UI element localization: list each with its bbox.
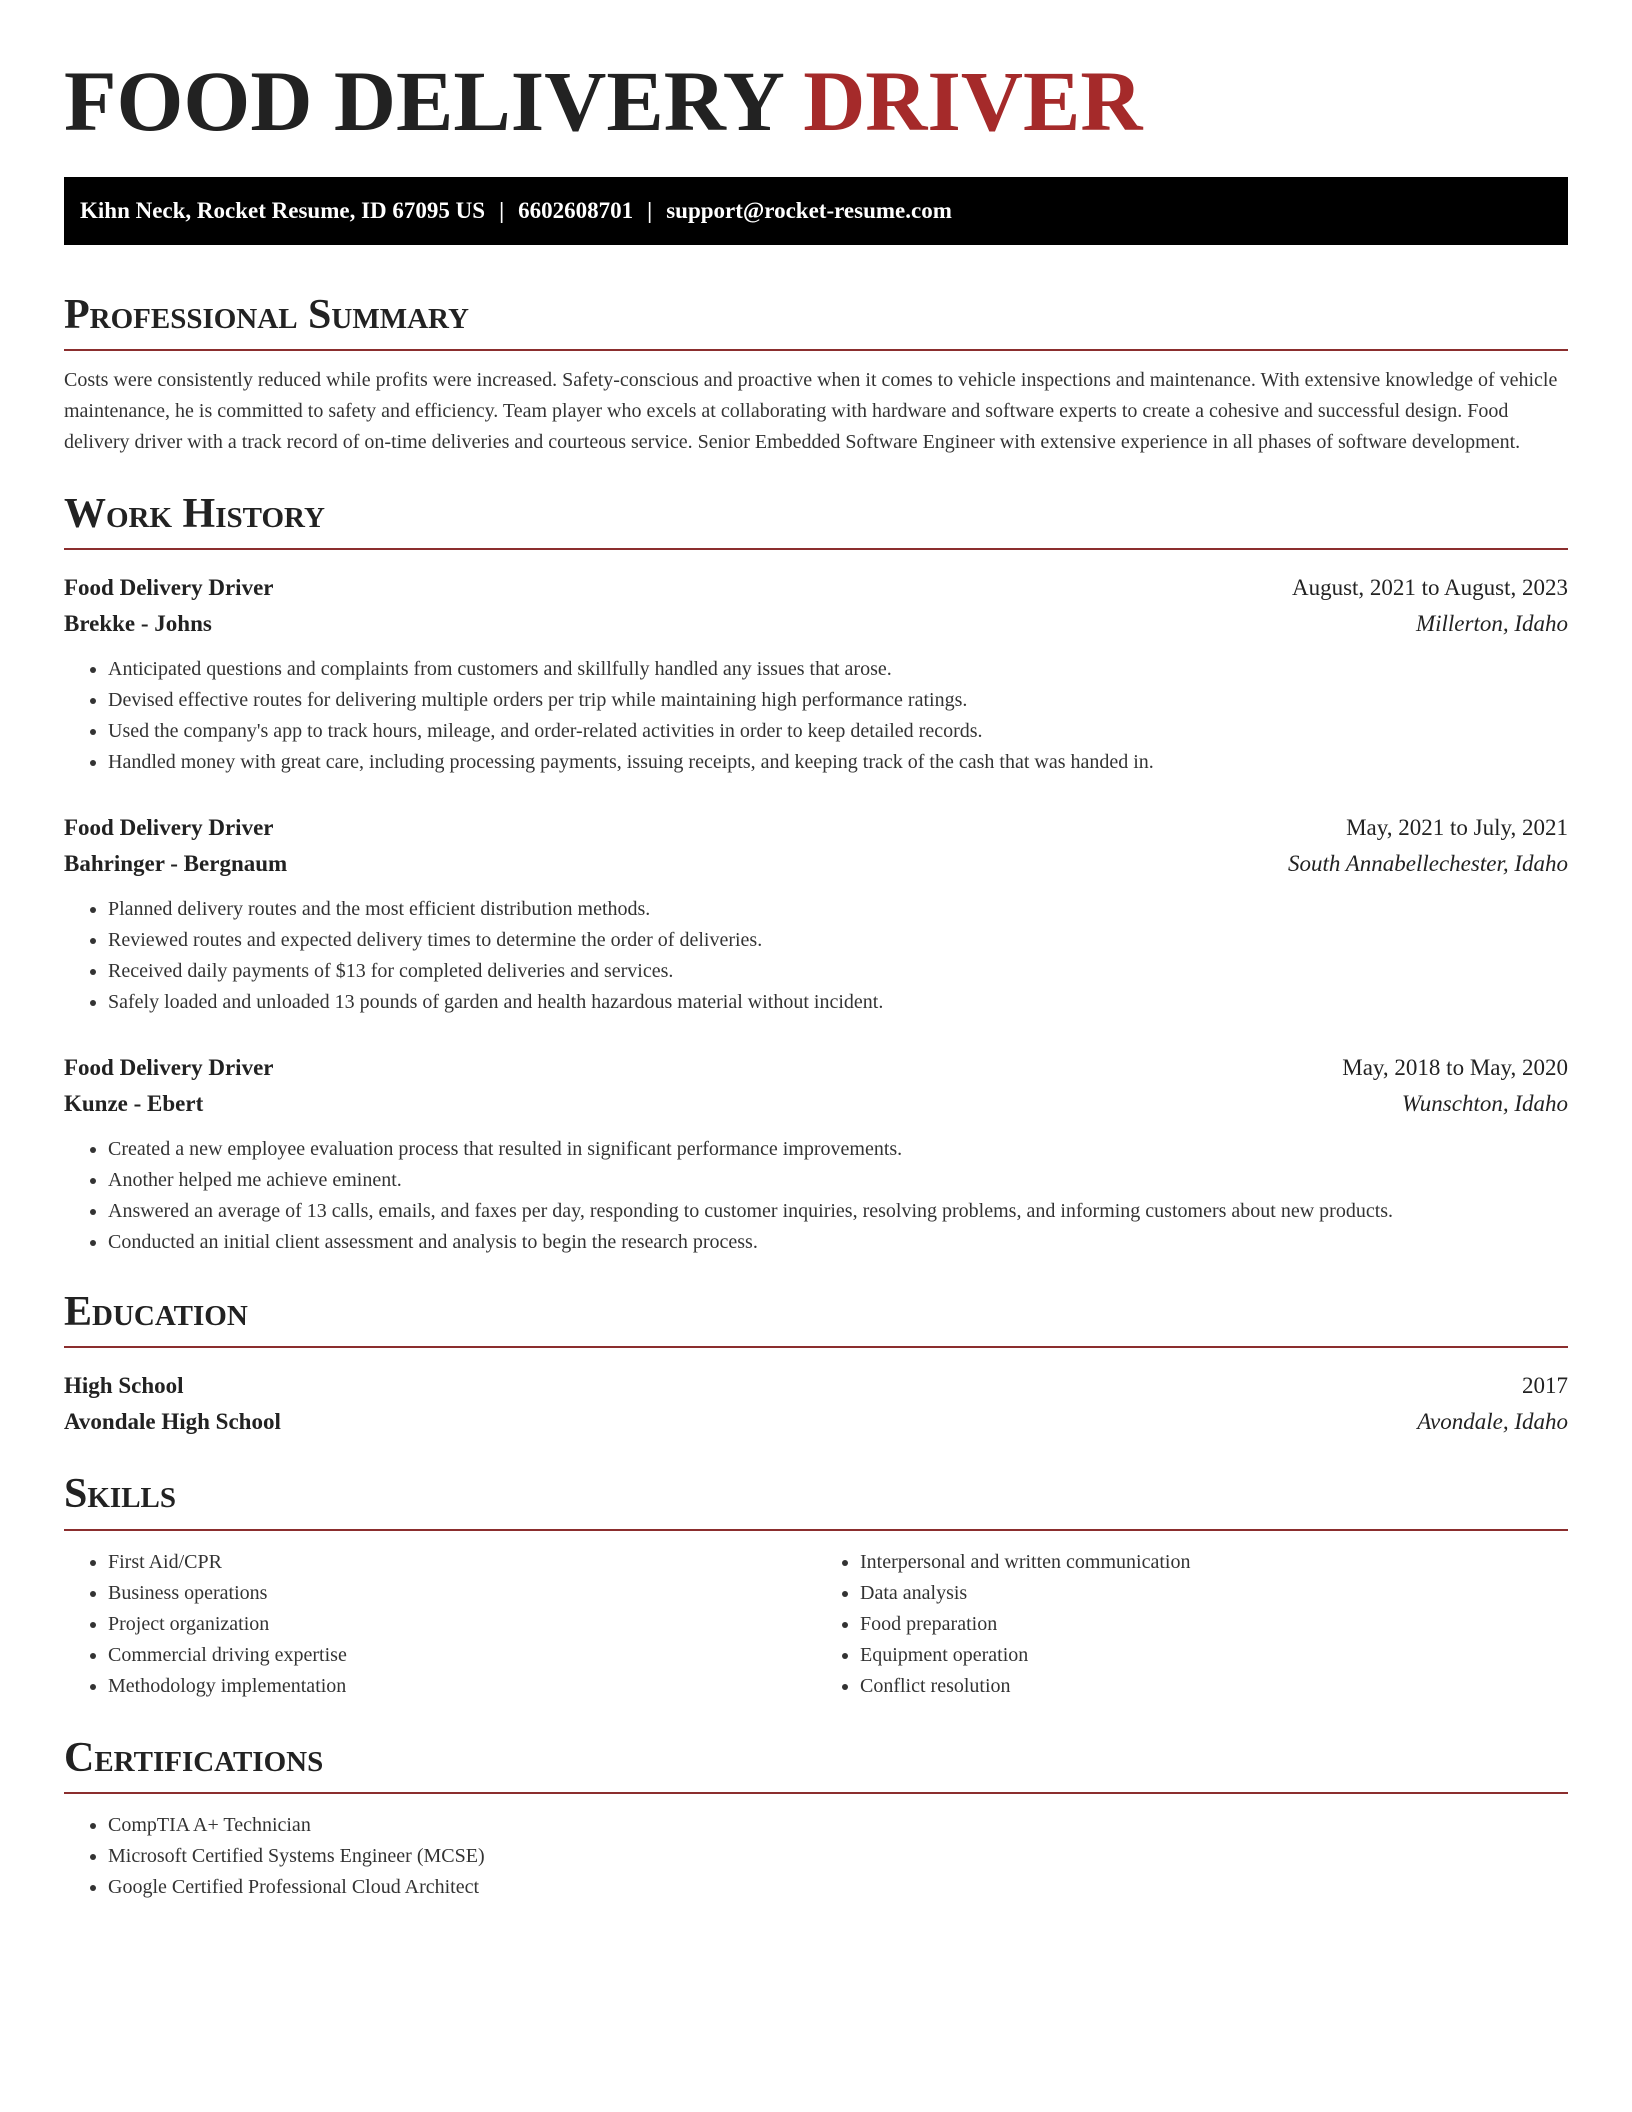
education-school: Avondale High School bbox=[64, 1409, 281, 1435]
contact-separator: | bbox=[499, 197, 505, 223]
list-item: • Planned delivery routes and the most efficient distribution methods. bbox=[108, 894, 1568, 925]
list-item: • Conducted an initial client assessment and analysis to begin the research process. bbox=[108, 1227, 1568, 1258]
job-company: Bahringer - Bergnaum bbox=[64, 851, 288, 877]
job-title-row bbox=[64, 1050, 1568, 1086]
skills-heading: Skills bbox=[64, 1470, 1568, 1530]
list-item: • CompTIA A+ Technician bbox=[108, 1810, 1568, 1841]
job-company-row bbox=[64, 846, 1568, 882]
list-item: • Business operations bbox=[108, 1578, 816, 1609]
contact-address: Kihn Neck, Rocket Resume, ID 67095 US bbox=[80, 197, 486, 223]
list-item: • Microsoft Certified Systems Engineer (MCSE) bbox=[108, 1841, 1568, 1872]
summary-section bbox=[64, 291, 1568, 458]
summary-text: Costs were consistently reduced while profits were increased. Safety-conscious and proactive when it comes to vehicle inspections and maintenance. With extensive knowledge of vehicle maintenance, he is committed to safety and efficiency. Team player who excels at collaborating with hardware and software experts to create a cohesive and successful design. Food delivery driver with a track record of on-time deliveries and courteous service. Senior Embedded Software Engineer with extensive experience in all phases of software development. bbox=[64, 368, 1558, 453]
job-bullets bbox=[64, 1134, 1568, 1258]
list-item: • First Aid/CPR bbox=[108, 1547, 816, 1578]
job-title-row bbox=[64, 810, 1568, 846]
education-year: 2017 bbox=[1522, 1373, 1568, 1399]
list-item: • Commercial driving expertise bbox=[108, 1640, 816, 1671]
resume-title bbox=[64, 54, 1568, 149]
certifications-list bbox=[64, 1810, 1568, 1903]
list-item: • Created a new employee evaluation process that resulted in significant performance improvements. bbox=[108, 1134, 1568, 1165]
job-company: Kunze - Ebert bbox=[64, 1091, 204, 1117]
job-entry bbox=[64, 570, 1568, 778]
education-school-row bbox=[64, 1404, 1568, 1440]
list-item: • Another helped me achieve eminent. bbox=[108, 1165, 1568, 1196]
contact-separator: | bbox=[647, 197, 653, 223]
job-dates: May, 2021 to July, 2021 bbox=[1346, 815, 1568, 841]
contact-email: support@rocket-resume.com bbox=[666, 197, 952, 223]
job-company-row bbox=[64, 1086, 1568, 1122]
job-title: Food Delivery Driver bbox=[64, 575, 274, 601]
list-item: • Answered an average of 13 calls, emails, and faxes per day, responding to customer inquiries, resolving problems, and informing customers about new products. bbox=[108, 1196, 1568, 1227]
education-entry bbox=[64, 1368, 1568, 1440]
list-item: • Equipment operation bbox=[860, 1640, 1568, 1671]
skills-section bbox=[64, 1470, 1568, 1701]
education-degree-row bbox=[64, 1368, 1568, 1404]
contact-bar bbox=[64, 177, 1568, 245]
education-degree: High School bbox=[64, 1373, 184, 1399]
job-title: Food Delivery Driver bbox=[64, 1055, 274, 1081]
job-company: Brekke - Johns bbox=[64, 611, 212, 637]
certifications-section bbox=[64, 1734, 1568, 1903]
contact-phone: 6602608701 bbox=[518, 197, 634, 223]
list-item: • Handled money with great care, including processing payments, issuing receipts, and keeping track of the cash that was handed in. bbox=[108, 747, 1568, 778]
education-location: Avondale, Idaho bbox=[1417, 1409, 1568, 1435]
list-item: • Food preparation bbox=[860, 1609, 1568, 1640]
education-section bbox=[64, 1288, 1568, 1440]
job-dates: August, 2021 to August, 2023 bbox=[1291, 575, 1568, 601]
list-item: • Data analysis bbox=[860, 1578, 1568, 1609]
list-item: • Safely loaded and unloaded 13 pounds of garden and health hazardous material without incident. bbox=[108, 987, 1568, 1018]
list-item: • Used the company's app to track hours, mileage, and order-related activities in order to keep detailed records. bbox=[108, 716, 1568, 747]
title-main: FOOD DELIVERY bbox=[64, 53, 782, 149]
job-location: South Annabellechester, Idaho bbox=[1288, 851, 1568, 877]
summary-heading: Professional Summary bbox=[64, 291, 1568, 351]
job-dates: May, 2018 to May, 2020 bbox=[1342, 1055, 1568, 1081]
list-item: • Methodology implementation bbox=[108, 1671, 816, 1702]
job-title: Food Delivery Driver bbox=[64, 815, 274, 841]
job-company-row bbox=[64, 606, 1568, 642]
list-item: • Received daily payments of $13 for completed deliveries and services. bbox=[108, 956, 1568, 987]
education-heading: Education bbox=[64, 1288, 1568, 1348]
list-item: • Conflict resolution bbox=[860, 1671, 1568, 1702]
job-entry bbox=[64, 810, 1568, 1018]
list-item: • Reviewed routes and expected delivery times to determine the order of deliveries. bbox=[108, 925, 1568, 956]
job-bullets bbox=[64, 654, 1568, 778]
list-item: • Google Certified Professional Cloud Architect bbox=[108, 1872, 1568, 1903]
title-accent: DRIVER bbox=[803, 53, 1143, 149]
job-title-row bbox=[64, 570, 1568, 606]
skills-list-left bbox=[64, 1547, 816, 1702]
job-location: Millerton, Idaho bbox=[1415, 611, 1568, 637]
skills-grid bbox=[64, 1547, 1568, 1702]
certifications-heading: Certifications bbox=[64, 1734, 1568, 1794]
skills-list-right bbox=[816, 1547, 1568, 1702]
job-bullets bbox=[64, 894, 1568, 1018]
job-entry bbox=[64, 1050, 1568, 1258]
list-item: • Devised effective routes for delivering multiple orders per trip while maintaining high performance ratings. bbox=[108, 685, 1568, 716]
work-history-section bbox=[64, 490, 1568, 1258]
job-location: Wunschton, Idaho bbox=[1401, 1091, 1568, 1117]
list-item: • Anticipated questions and complaints from customers and skillfully handled any issues that arose. bbox=[108, 654, 1568, 685]
list-item: • Project organization bbox=[108, 1609, 816, 1640]
list-item: • Interpersonal and written communication bbox=[860, 1547, 1568, 1578]
work-history-heading: Work History bbox=[64, 490, 1568, 550]
